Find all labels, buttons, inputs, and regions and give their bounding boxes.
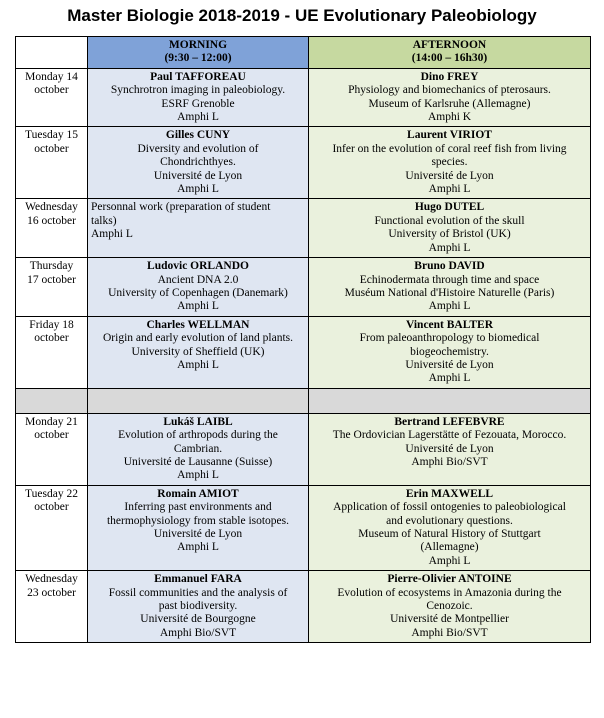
cell-line: Amphi L	[177, 183, 219, 196]
afternoon-cell	[309, 485, 591, 570]
cell-line: Amphi L	[177, 541, 219, 554]
cell-line: Université de Lyon	[405, 442, 494, 455]
cell-line: Université de Lyon	[405, 169, 494, 182]
speaker-name: Pierre-Olivier ANTOINE	[387, 573, 512, 586]
cell-line: Physiology and biomechanics of pterosaurs.	[348, 84, 551, 97]
speaker-name: Emmanuel FARA	[154, 573, 242, 586]
day-label: Monday 21	[25, 415, 78, 428]
morning-cell	[88, 68, 309, 127]
speaker-name: Laurent VIRIOT	[407, 129, 492, 142]
morning-cell	[88, 199, 309, 258]
cell-line: Amphi L	[177, 358, 219, 371]
cell-line: ESRF Grenoble	[161, 97, 235, 110]
separator-cell	[88, 388, 309, 413]
day-label: Monday 14	[25, 70, 78, 83]
cell-line: From paleoanthropology to biomedical	[359, 332, 540, 345]
day-cell	[16, 199, 88, 258]
cell-line: Personnal work (preparation of student	[91, 201, 271, 214]
cell-line: Amphi Bio/SVT	[159, 626, 237, 639]
cell-line: Functional evolution of the skull	[374, 214, 525, 227]
cell-line: Amphi L	[428, 183, 471, 196]
day-label: 16 october	[27, 214, 76, 227]
header-morning	[88, 37, 309, 69]
day-cell	[16, 485, 88, 570]
header-afternoon-time: (14:00 – 16h30)	[411, 52, 488, 65]
day-label: Thursday	[29, 260, 74, 273]
header-afternoon	[309, 37, 591, 69]
morning-cell	[88, 485, 309, 570]
speaker-name: Gilles CUNY	[165, 129, 231, 142]
cell-line: Université de Lausanne (Suisse)	[123, 455, 273, 468]
speaker-name: Ludovic ORLANDO	[147, 260, 249, 273]
day-label: Tuesday 15	[25, 129, 78, 142]
day-label: 23 october	[27, 586, 76, 599]
speaker-name: Erin MAXWELL	[405, 487, 494, 500]
day-cell	[16, 413, 88, 485]
afternoon-cell	[309, 199, 591, 258]
table-row	[16, 485, 591, 570]
cell-line: University of Sheffield (UK)	[131, 345, 265, 358]
cell-line: Museum of Natural History of Stuttgart	[358, 528, 541, 540]
cell-line: Application of fossil ontogenies to paleobiological	[333, 501, 566, 514]
cell-line: Amphi L	[177, 469, 219, 482]
afternoon-cell	[309, 127, 591, 199]
cell-line: Université de Lyon	[405, 358, 494, 371]
cell-line: Diversity and evolution of	[137, 142, 259, 155]
day-label: october	[34, 332, 69, 345]
header-afternoon-label: AFTERNOON	[412, 39, 487, 51]
cell-line: Université de Lyon	[153, 169, 243, 182]
cell-line: Origin and early evolution of land plants.	[102, 332, 294, 345]
separator-cell	[309, 388, 591, 413]
day-cell	[16, 68, 88, 127]
table-row	[16, 127, 591, 199]
separator-cell	[16, 388, 88, 413]
cell-line: Ancient DNA 2.0	[157, 273, 239, 286]
cell-line: Amphi K	[427, 111, 472, 124]
speaker-name: Romain AMIOT	[157, 487, 239, 500]
morning-cell	[88, 571, 309, 643]
day-label: Friday 18	[29, 318, 74, 331]
table-row	[16, 199, 591, 258]
cell-line: Muséum National d'Histoire Naturelle (Paris)	[344, 286, 555, 299]
day-cell	[16, 127, 88, 199]
cell-line: Museum of Karlsruhe (Allemagne)	[368, 97, 531, 110]
cell-line: Amphi L	[177, 111, 219, 124]
day-cell	[16, 571, 88, 643]
cell-line: past biodiversity.	[158, 600, 238, 613]
speaker-name: Lukáš LAIBL	[163, 415, 233, 428]
afternoon-cell	[309, 571, 591, 643]
cell-line: Fossil communities and the analysis of	[108, 586, 288, 599]
cell-line: Cenozoic.	[426, 600, 473, 613]
cell-line: species.	[431, 156, 468, 169]
cell-line: Chondrichthyes.	[160, 156, 236, 169]
cell-line: Infer on the evolution of coral reef fish from living	[332, 142, 567, 155]
speaker-name: Dino FREY	[420, 70, 479, 83]
cell-line: Inferring past environments and	[124, 501, 272, 514]
header-row	[16, 37, 591, 69]
cell-line: biogeochemistry.	[410, 345, 489, 358]
cell-line: Evolution of ecosystems in Amazonia during the	[337, 586, 562, 599]
speaker-name: Vincent BALTER	[405, 318, 493, 331]
morning-cell	[88, 316, 309, 388]
day-label: Tuesday 22	[25, 487, 78, 500]
cell-line: and evolutionary questions.	[386, 514, 513, 527]
cell-line: Echinodermata through time and space	[359, 273, 540, 286]
cell-line: Université de Montpellier	[390, 613, 509, 626]
header-morning-time: (9:30 – 12:00)	[164, 52, 232, 65]
speaker-name: Bertrand LEFEBVRE	[394, 415, 505, 428]
cell-line: Université de Bourgogne	[140, 613, 256, 626]
cell-line: Université de Lyon	[153, 528, 243, 540]
day-cell	[16, 258, 88, 317]
table-row	[16, 68, 591, 127]
table-row	[16, 571, 591, 643]
cell-line: talks)	[91, 214, 117, 227]
day-label: Wednesday	[25, 201, 78, 214]
day-label: october	[34, 501, 69, 514]
cell-line: Amphi L	[91, 228, 133, 241]
afternoon-cell	[309, 316, 591, 388]
cell-line: Cambrian.	[173, 442, 223, 455]
cell-line: Amphi Bio/SVT	[411, 455, 488, 468]
cell-line: Amphi L	[428, 372, 471, 385]
cell-line: thermophysiology from stable isotopes.	[106, 514, 290, 527]
cell-line: The Ordovician Lagerstätte of Fezouata, Morocco.	[332, 429, 567, 442]
page-title: Master Biologie 2018-2019 - UE Evolutionary Paleobiology	[67, 6, 537, 25]
cell-line: Synchrotron imaging in paleobiology.	[110, 84, 286, 97]
schedule-table	[15, 36, 591, 643]
cell-line: Evolution of arthropods during the	[118, 429, 278, 442]
day-cell	[16, 316, 88, 388]
cell-line: (Allemagne)	[420, 541, 479, 554]
cell-line: Amphi L	[428, 241, 471, 254]
morning-cell	[88, 413, 309, 485]
afternoon-cell	[309, 413, 591, 485]
day-label: 17 october	[27, 273, 76, 286]
week-separator-row	[16, 388, 591, 413]
afternoon-cell	[309, 68, 591, 127]
cell-line: Amphi L	[177, 300, 219, 313]
speaker-name: Charles WELLMAN	[146, 318, 250, 331]
table-row	[16, 413, 591, 485]
day-label: october	[34, 142, 69, 155]
morning-cell	[88, 258, 309, 317]
header-morning-label: MORNING	[168, 39, 228, 51]
header-day-cell	[16, 37, 88, 69]
morning-cell	[88, 127, 309, 199]
day-label: october	[34, 84, 69, 97]
cell-line: Amphi L	[428, 300, 471, 313]
cell-line: University of Copenhagen (Danemark)	[108, 286, 288, 299]
speaker-name: Hugo DUTEL	[414, 201, 485, 214]
day-label: october	[34, 429, 69, 442]
table-row	[16, 258, 591, 317]
cell-line: University of Bristol (UK)	[388, 228, 511, 241]
afternoon-cell	[309, 258, 591, 317]
cell-line: Amphi L	[428, 554, 471, 567]
table-row	[16, 316, 591, 388]
cell-line: Amphi Bio/SVT	[411, 626, 488, 639]
day-label: Wednesday	[25, 573, 78, 586]
speaker-name: Bruno DAVID	[414, 260, 485, 273]
speaker-name: Paul TAFFOREAU	[150, 70, 246, 83]
